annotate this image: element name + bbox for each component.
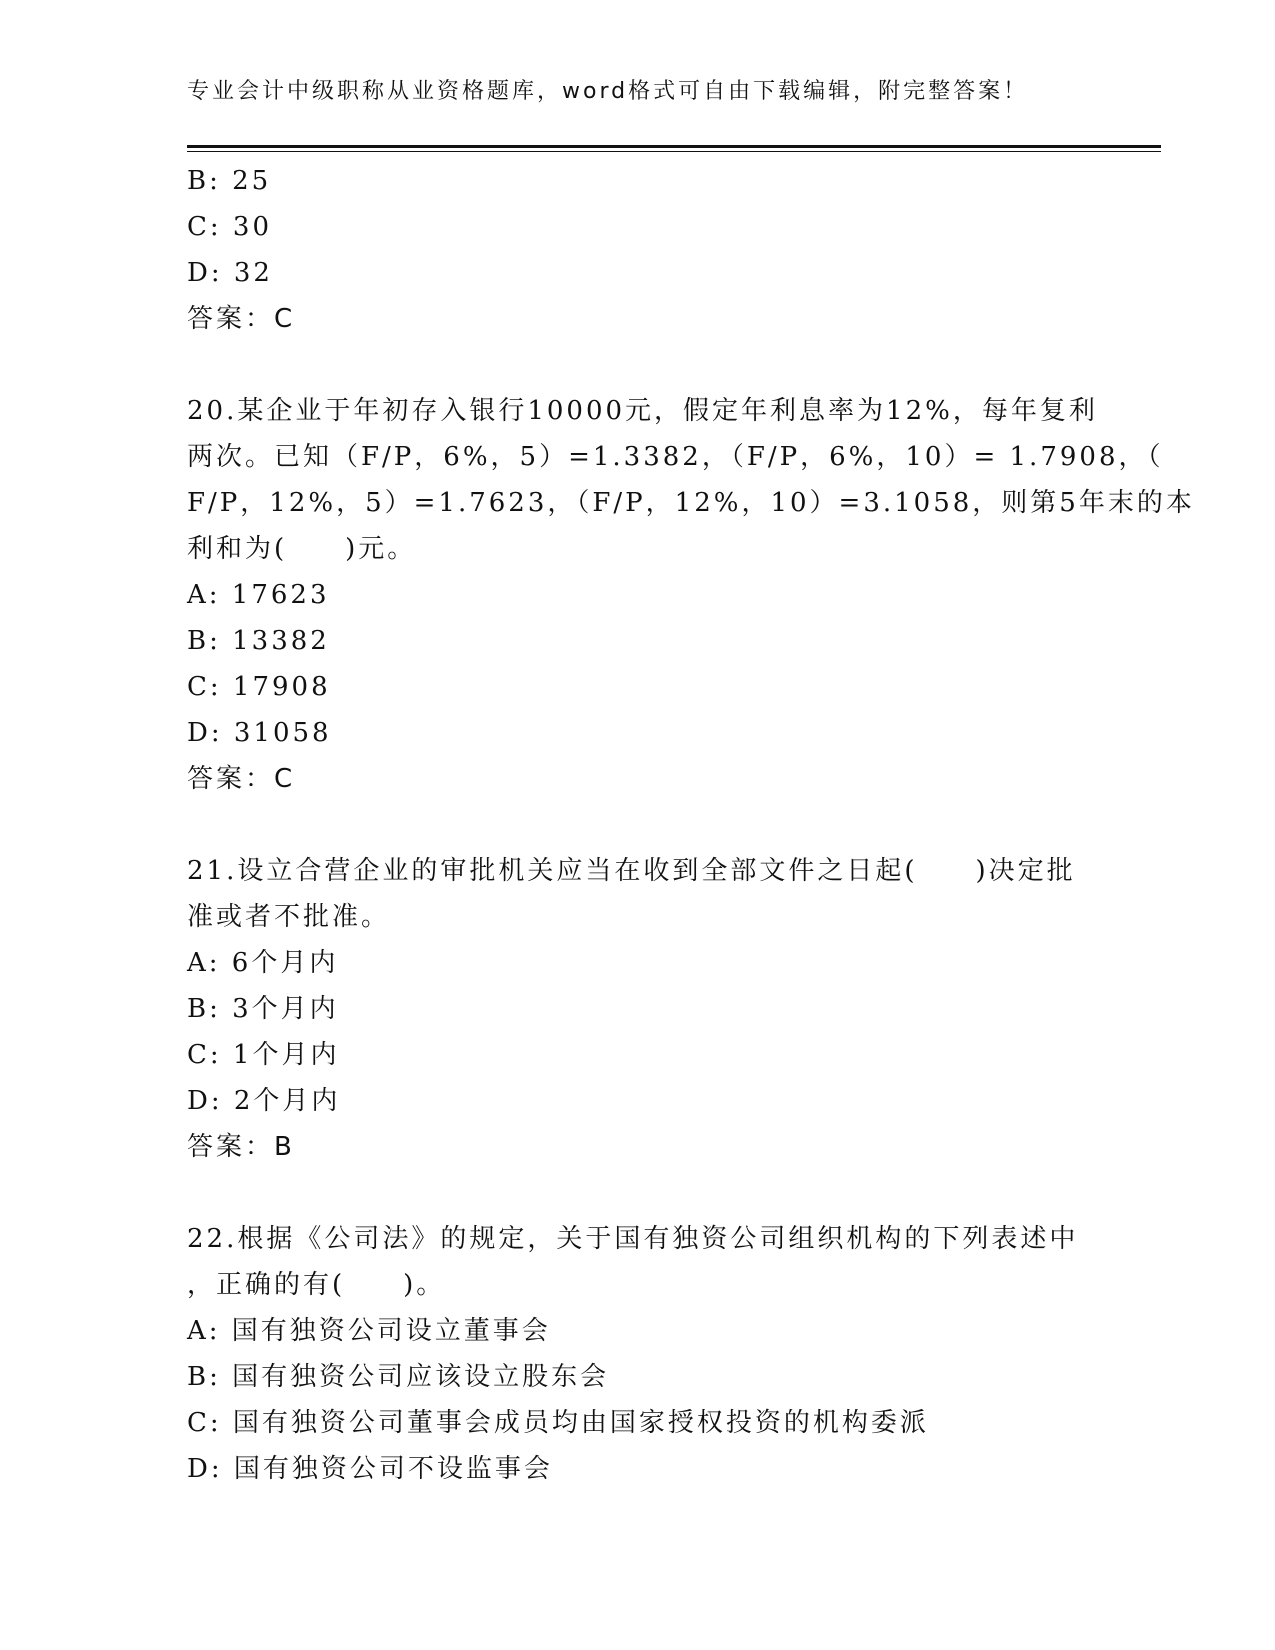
- option-b: B: 25: [187, 166, 272, 196]
- option-d: D: 31058: [187, 718, 332, 748]
- option-a: A: 17623: [187, 580, 330, 610]
- question-22: [187, 1216, 1087, 1492]
- question-text-line: 21.设立合营企业的审批机关应当在收到全部文件之日起( )决定批: [187, 856, 1076, 886]
- header-rule-thin: [187, 151, 1161, 152]
- question-text-line: 准或者不批准。: [187, 902, 391, 932]
- spacer: [187, 1170, 1087, 1216]
- option-c: C: 1个月内: [187, 1040, 340, 1070]
- question-text-line: ，正确的有( )。: [187, 1270, 446, 1300]
- option-c: C: 30: [187, 212, 273, 242]
- prev-question: [187, 158, 1087, 342]
- spacer: [187, 342, 1087, 388]
- header-rule-thick: [187, 145, 1161, 148]
- option-d: D: 国有独资公司不设监事会: [187, 1454, 553, 1484]
- option-d: D: 32: [187, 258, 273, 288]
- answer: 答案：B: [187, 1132, 295, 1162]
- page-header: 专业会计中级职称从业资格题库，word格式可自由下载编辑，附完整答案！: [187, 79, 1029, 104]
- option-a: A: 国有独资公司设立董事会: [187, 1316, 551, 1346]
- option-b: B: 国有独资公司应该设立股东会: [187, 1362, 610, 1392]
- option-d: D: 2个月内: [187, 1086, 341, 1116]
- option-c: C: 17908: [187, 672, 331, 702]
- question-21: [187, 848, 1087, 1170]
- question-text-line: 两次。已知（F/P，6%，5）=1.3382，（F/P，6%，10）= 1.7908，（: [187, 442, 1164, 472]
- question-20: [187, 388, 1195, 802]
- question-text-line: F/P，12%，5）=1.7623，（F/P，12%，10）=3.1058，则第5年末的本: [187, 488, 1195, 518]
- question-text-line: 22.根据《公司法》的规定，关于国有独资公司组织机构的下列表述中: [187, 1224, 1079, 1254]
- option-c: C: 国有独资公司董事会成员均由国家授权投资的机构委派: [187, 1408, 929, 1438]
- option-a: A: 6个月内: [187, 948, 339, 978]
- answer: 答案：C: [187, 304, 296, 334]
- option-b: B: 3个月内: [187, 994, 339, 1024]
- question-text-line: 利和为( )元。: [187, 534, 417, 564]
- question-content: [187, 158, 1195, 1492]
- answer: 答案：C: [187, 764, 296, 794]
- question-text-line: 20.某企业于年初存入银行10000元，假定年利息率为12%，每年复利: [187, 396, 1098, 426]
- option-b: B: 13382: [187, 626, 330, 656]
- spacer: [187, 802, 1087, 848]
